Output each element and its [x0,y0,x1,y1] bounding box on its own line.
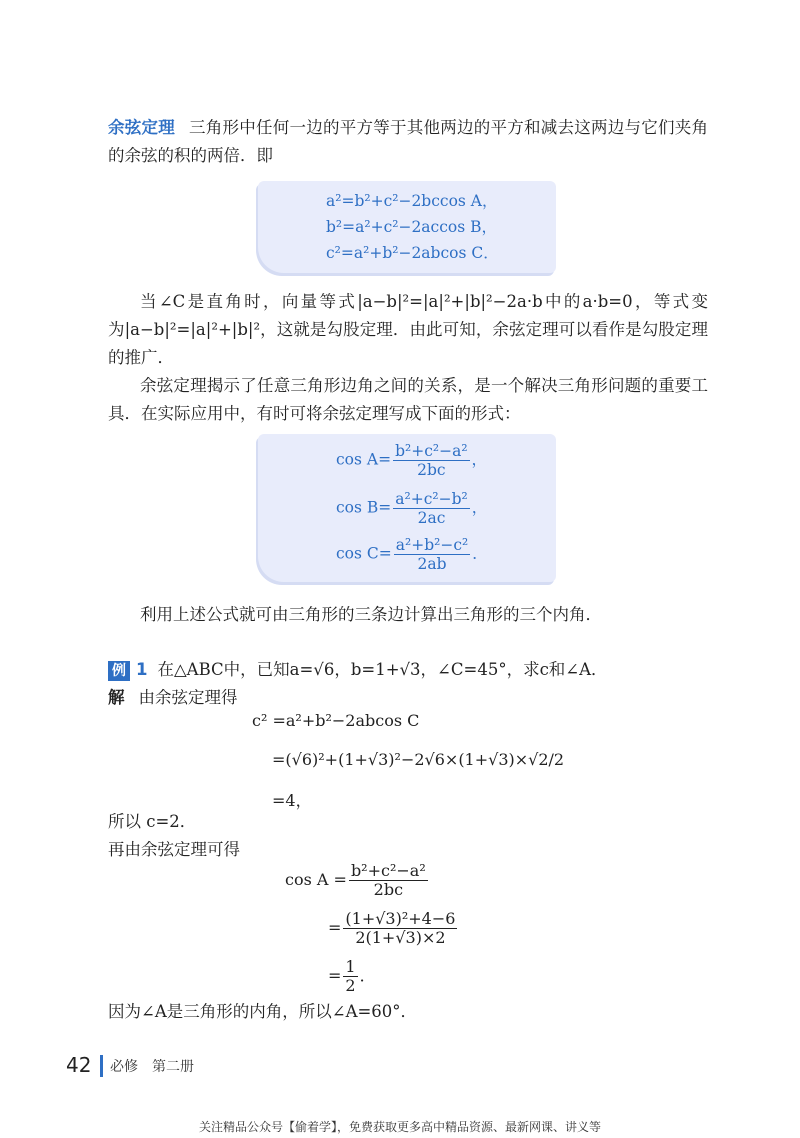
cos-a-calc-eq3: = [328,966,342,985]
cos-a-calc-end: ． [359,966,376,985]
cos-a-calc-den1: 2bc [373,880,404,899]
cos-a-calc-num1: b²+c²−a² [350,861,426,880]
usage-paragraph: 利用上述公式就可由三角形的三条边计算出三角形的三个内角． [140,605,602,624]
cos-a-calc-2 [328,910,459,947]
formula-line-c: c²=a²+b²−2abcos C． [326,244,499,262]
cos-a-lhs: cos A= [336,450,392,469]
cos-a-formula [336,442,487,479]
example-badge: 例 [108,661,130,681]
cos-a-calc-lhs: cos A = [285,870,347,889]
cos-a-den: 2bc [417,461,446,479]
footer-book-title: 必修 第二册 [110,1059,194,1075]
cos-a-calc-num2: (1+√3)²+4−6 [345,909,456,928]
application-paragraph: 余弦定理揭示了任意三角形边角之间的关系，是一个解决三角形问题的重要工具．在实际应用中，有时可将余弦定理写成下面的形式： [108,376,708,423]
cos-b-num: a²+c²−b² [395,490,468,508]
theorem-text: 三角形中任何一边的平方等于其他两边的平方和减去这两边与它们夹角的余弦的积的两倍．即 [108,118,708,165]
cos-a-calc-den3: 2 [345,976,356,995]
solution-step-1: c² =a²+b²−2abcos C [252,711,420,730]
cos-a-calc-eq2: = [328,918,342,937]
cos-b-end: ， [471,498,488,517]
cos-a-calc-1 [285,862,430,899]
formula-box-cosine-forms [258,434,556,582]
example-problem-text: 在△ABC中，已知a=√6，b=1+√3，∠C=45°，求c和∠A． [157,660,608,679]
formula-line-b: b²=a²+c²−2accos B， [326,218,498,236]
theorem-paragraph [108,114,708,170]
cos-a-num: b²+c²−a² [395,442,468,460]
solution-step-2: =(√6)²+(1+√3)²−2√6×(1+√3)×√2/2 [272,750,565,769]
solution-label: 解 [108,688,125,707]
formula-box-cosine-law [258,181,556,273]
example-problem [108,656,708,684]
solution-intro-line [108,684,708,712]
example-number: 1 [136,660,148,679]
cos-c-lhs: cos C= [336,544,392,563]
cos-b-lhs: cos B= [336,498,392,517]
cos-b-formula [336,490,487,527]
solution-intro: 由余弦定理得 [138,688,238,707]
footer-divider [100,1055,103,1077]
theorem-title: 余弦定理 [108,118,175,137]
solution-step-3: =4， [272,791,312,810]
cos-a-calc-den2: 2(1+√3)×2 [355,928,446,947]
cos-c-num: a²+b²−c² [395,536,469,554]
conclusion-c: 所以 c=2． [108,812,197,831]
page-number: 42 [66,1053,92,1077]
cos-c-formula [336,536,488,573]
pythagorean-paragraph: 当∠C是直角时，向量等式|a−b|²=|a|²+|b|²−2a·b中的a·b=0，等式变为|a−b|²=|a|²+|b|²，这就是勾股定理．由此可知，余弦定理可以看作是勾股定理的推广． [108,292,708,367]
cos-a-calc-3 [328,958,376,995]
formula-line-a: a²=b²+c²−2bccos A， [326,192,498,210]
cos-b-den: 2ac [417,509,446,527]
final-conclusion: 因为∠A是三角形的内角，所以∠A=60°． [108,1002,418,1021]
cos-a-calc-num3: 1 [345,957,356,976]
solution-intro-2: 再由余弦定理可得 [108,840,240,859]
cos-c-end: ． [472,544,488,563]
cos-c-den: 2ab [417,555,447,573]
watermark-text: 关注精品公众号【偷着学】，免费获取更多高中精品资源、最新网课、讲义等 [198,1120,601,1134]
cos-a-end: ， [471,450,488,469]
